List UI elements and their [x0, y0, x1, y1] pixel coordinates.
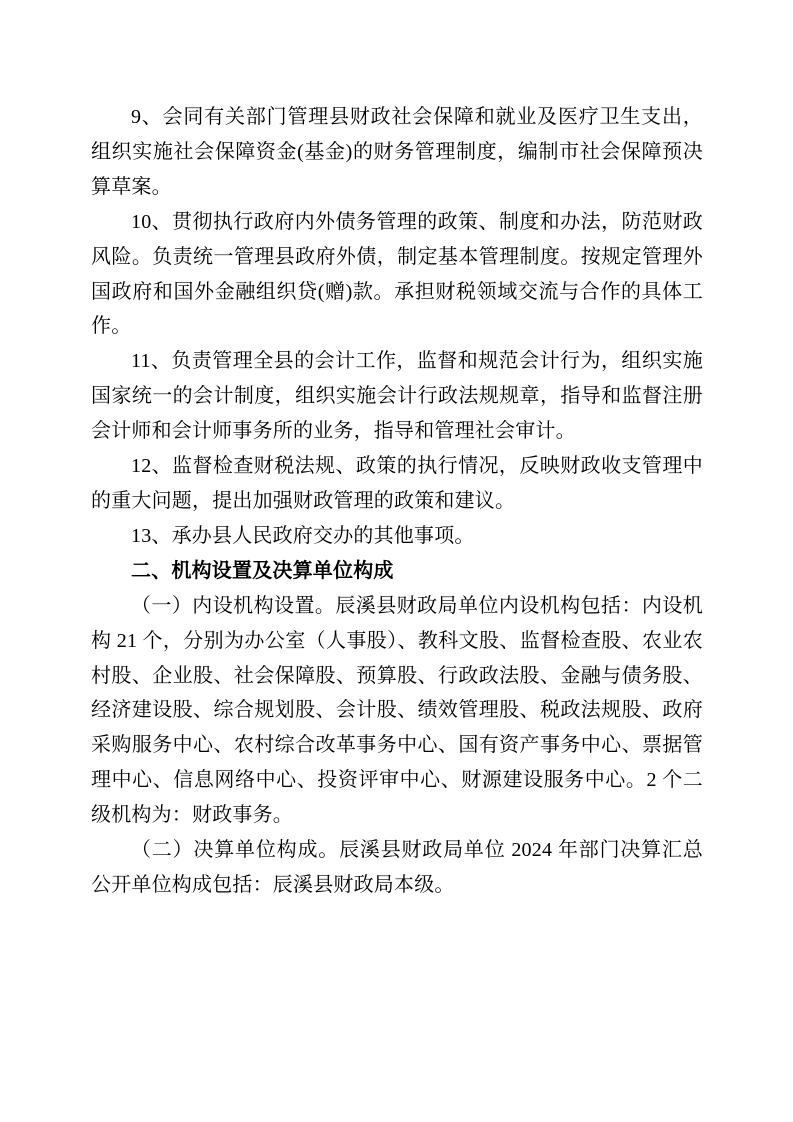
- paragraph-accounting-units: （二）决算单位构成。辰溪县财政局单位 2024 年部门决算汇总公开单位构成包括：辰溪县财政局本级。: [91, 839, 703, 896]
- paragraph-internal-organs: （一）内设机构设置。辰溪县财政局单位内设机构包括：内设机构 21 个，分别为办公室（人事股）、教科文股、监督检查股、农业农村股、企业股、社会保障股、预算股、行政政法股、金融与债务股、经济建设股、综合规划股、会计股、绩效管理股、税政法规股、政府采购服务中心、农村综合改革事务中心、国有资产事务中心、票据管理中心、信息网络中心、投资评审中心、财源建设服务中心。2 个二级机构为：财政事务。: [91, 594, 703, 827]
- paragraph-duty-10: 10、贯彻执行政府内外债务管理的政策、制度和办法，防范财政风险。负责统一管理县政府外债，制定基本管理制度。按规定管理外国政府和国外金融组织贷(赠)款。承担财税领域交流与合作的具体工作。: [91, 210, 703, 338]
- paragraph-duty-11: 11、负责管理全县的会计工作，监督和规范会计行为，组织实施国家统一的会计制度，组织实施会计行政法规规章，指导和监督注册会计师和会计师事务所的业务，指导和管理社会审计。: [91, 350, 703, 443]
- document-body: [91, 100, 703, 903]
- paragraph-duty-13: 13、承办县人民政府交办的其他事项。: [131, 524, 475, 547]
- paragraph-duty-12: 12、监督检查财税法规、政策的执行情况，反映财政收支管理中的重大问题，提出加强财政管理的政策和建议。: [91, 455, 703, 512]
- section-heading-organization: 二、机构设置及决算单位构成: [131, 559, 394, 582]
- paragraph-duty-9: 9、会同有关部门管理县财政社会保障和就业及医疗卫生支出，组织实施社会保障资金(基金)的财务管理制度，编制市社会保障预决算草案。: [91, 106, 703, 198]
